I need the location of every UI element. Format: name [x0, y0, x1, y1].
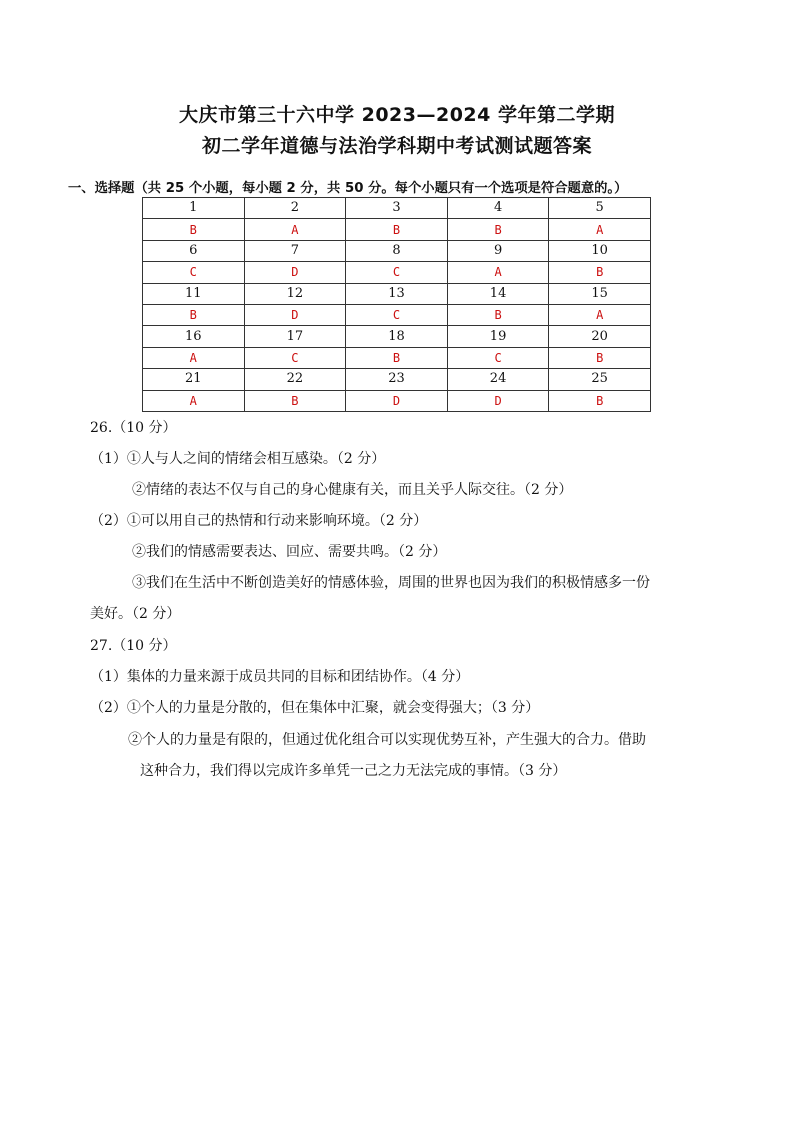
exam-title-line2: 初二学年道德与法治学科期中考试测试题答案: [201, 135, 592, 157]
question-number: 19: [447, 326, 549, 347]
q26-part2-point2: ②我们的情感需要表达、回应、需要共鸣。（2 分）: [132, 544, 447, 560]
exam-title-line1: 大庆市第三十六中学 2023—2024 学年第二学期: [179, 104, 615, 126]
q27-part1: （1）集体的力量来源于成员共同的目标和团结协作。（4 分）: [90, 669, 470, 685]
question-number: 5: [549, 198, 651, 219]
question-number-row: [143, 326, 651, 347]
question-number-row: [143, 198, 651, 219]
question-number: 8: [346, 240, 448, 261]
q26-part1-point2: ②情绪的表达不仅与自己的身心健康有关，而且关乎人际交往。（2 分）: [132, 482, 573, 498]
question-number: 10: [549, 240, 651, 261]
question-number: 11: [143, 283, 245, 304]
question-number: 3: [346, 198, 448, 219]
answer-cell: B: [244, 390, 346, 411]
answer-cell: C: [346, 304, 448, 325]
answer-cell: D: [447, 390, 549, 411]
answer-cell: B: [549, 262, 651, 283]
answer-cell: B: [447, 304, 549, 325]
question-number: 7: [244, 240, 346, 261]
question-number: 4: [447, 198, 549, 219]
answer-cell: B: [346, 219, 448, 240]
q26-part2-point3-line2: 美好。（2 分）: [90, 606, 181, 622]
answer-cell: C: [143, 262, 245, 283]
q26-part1-point1: （1）①人与人之间的情绪会相互感染。（2 分）: [90, 451, 386, 467]
question-number: 14: [447, 283, 549, 304]
question-number-row: [143, 240, 651, 261]
question-number-row: [143, 369, 651, 390]
question-number: 2: [244, 198, 346, 219]
question-number: 25: [549, 369, 651, 390]
question-number: 15: [549, 283, 651, 304]
answer-cell: D: [244, 262, 346, 283]
question-number-row: [143, 283, 651, 304]
question-number: 24: [447, 369, 549, 390]
answer-cell: B: [549, 347, 651, 368]
question-number: 23: [346, 369, 448, 390]
answer-cell: A: [447, 262, 549, 283]
answer-cell: B: [549, 390, 651, 411]
question-number: 12: [244, 283, 346, 304]
answer-cell: D: [346, 390, 448, 411]
q26-heading: 26.（10 分）: [90, 420, 177, 436]
answer-row: [143, 347, 651, 368]
answer-table: [142, 197, 651, 412]
answer-cell: A: [143, 347, 245, 368]
section-heading-multiple-choice: 一、选择题（共 25 个小题，每小题 2 分，共 50 分。每个小题只有一个选项是符合题意的。）: [68, 181, 628, 196]
answer-cell: B: [143, 219, 245, 240]
question-number: 18: [346, 326, 448, 347]
answer-row: [143, 219, 651, 240]
question-number: 20: [549, 326, 651, 347]
answer-cell: C: [447, 347, 549, 368]
question-number: 9: [447, 240, 549, 261]
question-number: 13: [346, 283, 448, 304]
question-number: 6: [143, 240, 245, 261]
q26-part2-point3-line1: ③我们在生活中不断创造美好的情感体验，周围的世界也因为我们的积极情感多一份: [132, 575, 650, 591]
answer-cell: B: [346, 347, 448, 368]
q27-part2-point2-line2: 这种合力，我们得以完成许多单凭一己之力无法完成的事情。（3 分）: [140, 763, 567, 779]
answer-row: [143, 262, 651, 283]
question-number: 16: [143, 326, 245, 347]
q27-part2-point2-line1: ②个人的力量是有限的，但通过优化组合可以实现优势互补，产生强大的合力。借助: [128, 732, 646, 748]
answer-cell: B: [143, 304, 245, 325]
question-number: 22: [244, 369, 346, 390]
answer-cell: C: [346, 262, 448, 283]
answer-cell: A: [244, 219, 346, 240]
q27-heading: 27.（10 分）: [90, 638, 177, 654]
question-number: 17: [244, 326, 346, 347]
answer-cell: A: [549, 219, 651, 240]
answer-cell: A: [549, 304, 651, 325]
answer-cell: C: [244, 347, 346, 368]
q27-part2-point1: （2）①个人的力量是分散的，但在集体中汇聚，就会变得强大；（3 分）: [90, 700, 540, 716]
answer-row: [143, 390, 651, 411]
question-number: 21: [143, 369, 245, 390]
question-number: 1: [143, 198, 245, 219]
answer-cell: D: [244, 304, 346, 325]
q26-part2-point1: （2）①可以用自己的热情和行动来影响环境。（2 分）: [90, 513, 428, 529]
answer-cell: A: [143, 390, 245, 411]
answer-row: [143, 304, 651, 325]
answer-cell: B: [447, 219, 549, 240]
